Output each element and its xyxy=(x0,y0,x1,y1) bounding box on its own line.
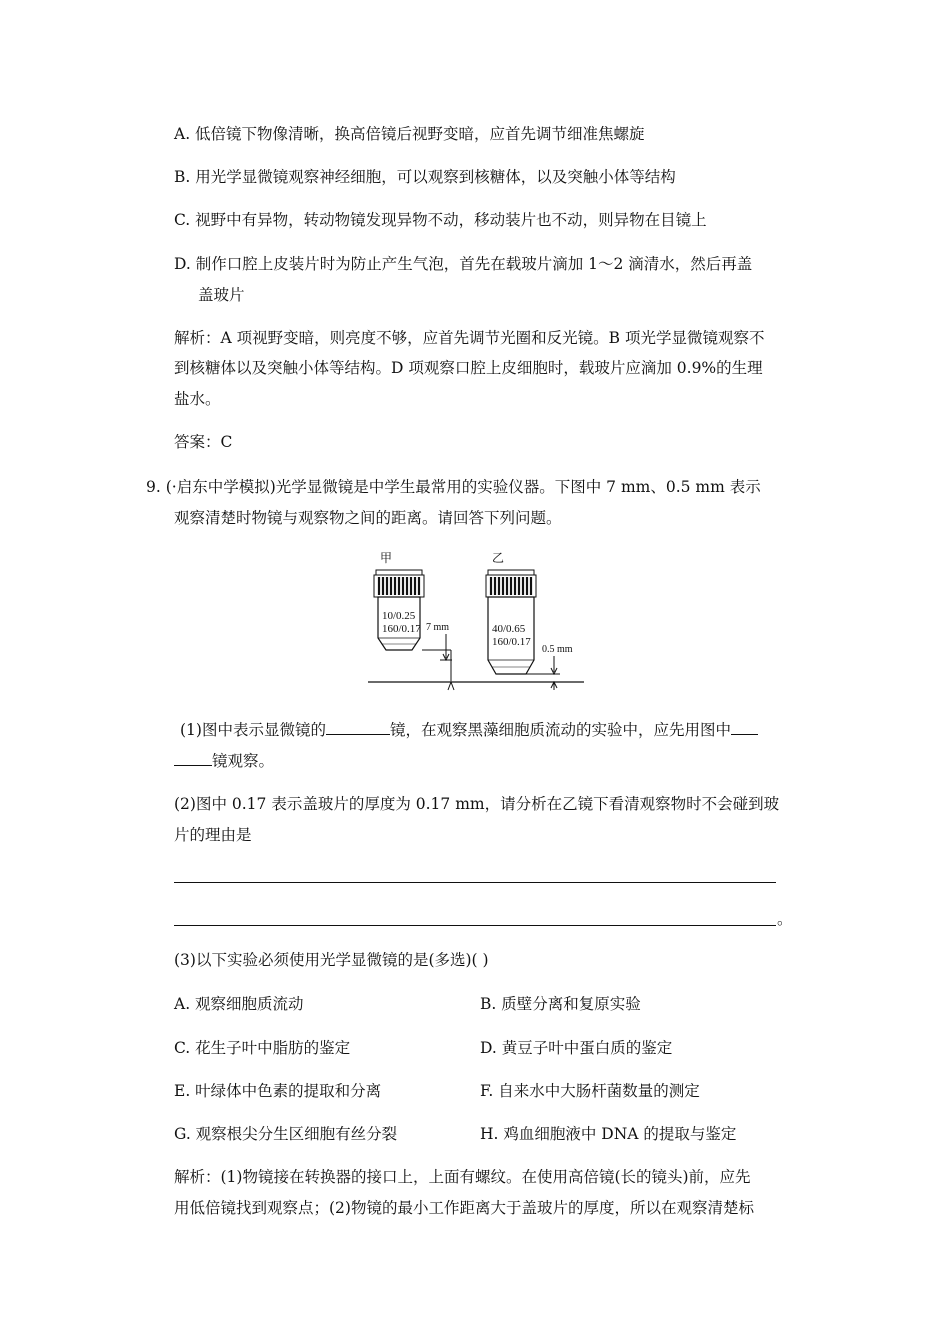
distance-yi: 0.5 mm xyxy=(542,644,573,655)
sub-question-1-line-1 xyxy=(180,720,758,740)
option-d-cont: 盖玻片 xyxy=(198,286,245,304)
sub-question-2-line-1: (2)图中 0.17 表示盖玻片的厚度为 0.17 mm，请分析在乙镜下看清观察物时不会碰到玻 xyxy=(174,795,780,813)
sub-question-1-part-1: (1)图中表示显微镜的 xyxy=(180,721,326,739)
option-a: A. 低倍镜下物像清晰，换高倍镜后视野变暗，应首先调节细准焦螺旋 xyxy=(174,125,645,143)
label-jia: 甲 xyxy=(380,551,393,565)
objective-jia xyxy=(374,570,424,650)
exp-option-a: A. 观察细胞质流动 xyxy=(174,995,304,1013)
sub-question-1-part-2: 镜，在观察黑藻细胞质流动的实验中，应先用图中 xyxy=(389,721,731,739)
exp-option-h: H. 鸡血细胞液中 DNA 的提取与鉴定 xyxy=(480,1125,737,1143)
analysis-1-line-1: 解析：A 项视野变暗，则亮度不够，应首先调节光圈和反光镜。B 项光学显微镜观察不 xyxy=(174,329,765,347)
answer-line-2[interactable] xyxy=(174,925,776,926)
sub-question-3-prompt: (3)以下实验必须使用光学显微镜的是(多选)( ) xyxy=(174,951,489,969)
exp-option-b: B. 质壁分离和复原实验 xyxy=(480,995,641,1013)
sub-question-1-line-2 xyxy=(174,751,274,771)
analysis-1-line-2: 到核糖体以及突触小体等结构。D 项观察口腔上皮细胞时，载玻片应滴加 0.9%的生理 xyxy=(174,359,763,377)
exp-option-c: C. 花生子叶中脂肪的鉴定 xyxy=(174,1039,351,1057)
analysis-2-line-1: 解析：(1)物镜接在转换器的接口上，上面有螺纹。在使用高倍镜(长的镜头)前，应先 xyxy=(174,1168,751,1186)
question-9-line-1: 9. (·启东中学模拟)光学显微镜是中学生最常用的实验仪器。下图中 7 mm、0.5 mm 表示 xyxy=(146,478,761,496)
exp-option-f: F. 自来水中大肠杆菌数量的测定 xyxy=(480,1082,700,1100)
option-d: D. 制作口腔上皮装片时为防止产生气泡，首先在载玻片滴加 1～2 滴清水，然后再盖 xyxy=(174,255,753,273)
exp-option-g: G. 观察根尖分生区细胞有丝分裂 xyxy=(174,1125,398,1143)
answer-blank-2[interactable] xyxy=(731,720,758,735)
spec-jia-2: 160/0.17 xyxy=(382,623,421,635)
option-c: C. 视野中有异物，转动物镜发现异物不动，移动装片也不动，则异物在目镜上 xyxy=(174,211,707,229)
sub-question-1-part-3: 镜观察。 xyxy=(212,752,275,770)
spec-yi-1: 40/0.65 xyxy=(492,623,526,635)
analysis-2-line-2: 用低倍镜找到观察点；(2)物镜的最小工作距离大于盖玻片的厚度，所以在观察清楚标 xyxy=(174,1199,754,1217)
distance-jia: 7 mm xyxy=(426,622,450,633)
answer-line-period: 。 xyxy=(777,910,793,928)
objective-yi xyxy=(486,570,536,674)
answer-line-1[interactable] xyxy=(174,882,776,883)
answer-blank-1[interactable] xyxy=(326,720,390,735)
option-b: B. 用光学显微镜观察神经细胞，可以观察到核糖体，以及突触小体等结构 xyxy=(174,168,676,186)
exp-option-e: E. 叶绿体中色素的提取和分离 xyxy=(174,1082,382,1100)
answer-blank-2-cont[interactable] xyxy=(174,751,212,766)
answer-1: 答案：C xyxy=(174,433,233,451)
exp-option-d: D. 黄豆子叶中蛋白质的鉴定 xyxy=(480,1039,673,1057)
question-9-line-2: 观察清楚时物镜与观察物之间的距离。请回答下列问题。 xyxy=(174,509,562,527)
analysis-1-line-3: 盐水。 xyxy=(174,390,221,408)
label-yi: 乙 xyxy=(492,551,505,565)
sub-question-2-line-2: 片的理由是 xyxy=(174,826,252,844)
spec-yi-2: 160/0.17 xyxy=(492,636,531,648)
microscope-objectives-figure xyxy=(360,548,592,694)
spec-jia-1: 10/0.25 xyxy=(382,610,416,622)
